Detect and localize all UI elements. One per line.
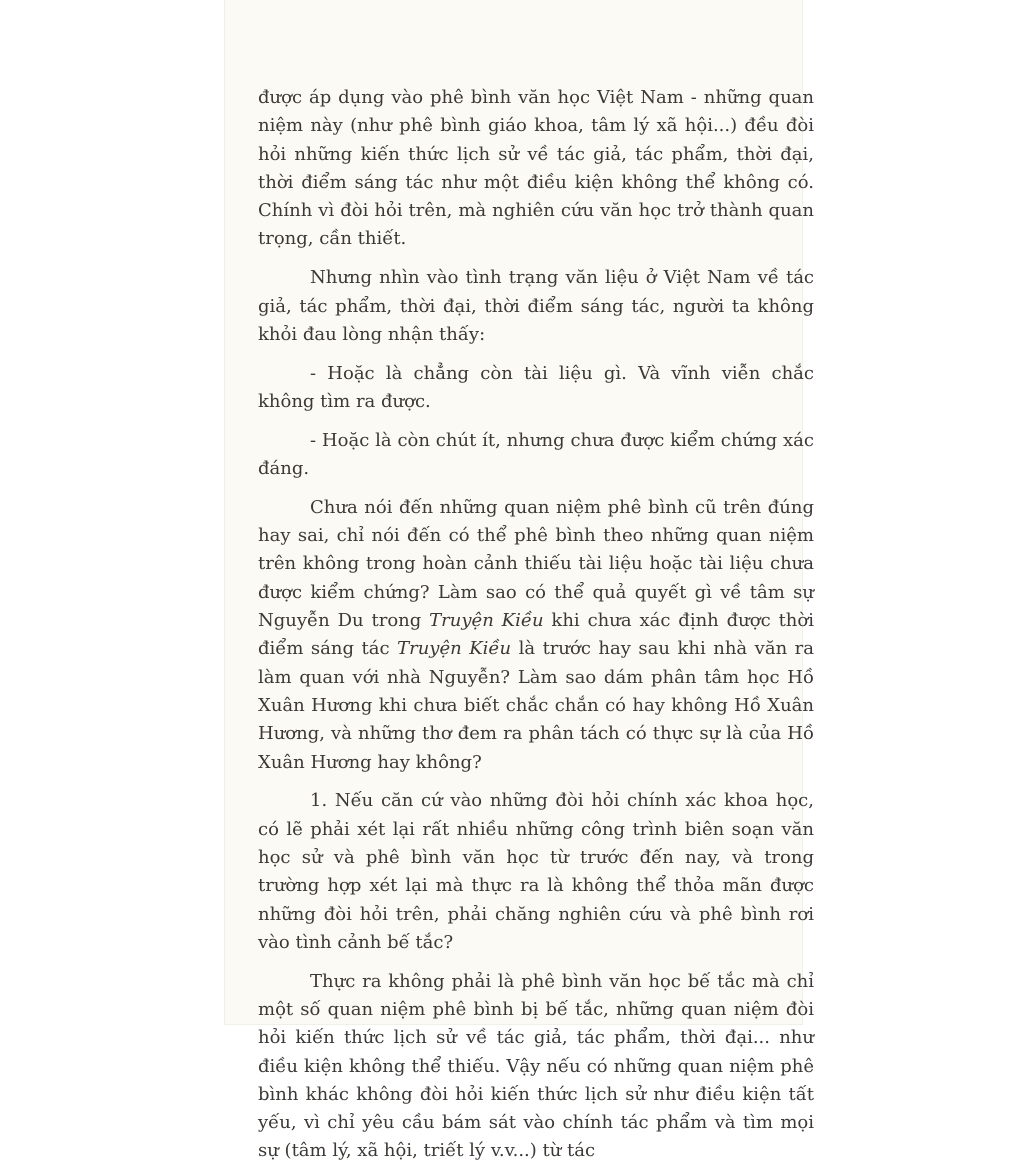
italic-title-text: Truyện Kiều [397,638,512,660]
paragraph [258,427,814,484]
paragraph-text: khi chưa xác định được thời điểm sáng tác [258,610,814,660]
paragraph [258,84,814,254]
paragraph-text: 1. Nếu căn cứ vào những đòi hỏi chính xác khoa học, có lẽ phải xét lại rất nhiều những công trình biên soạn văn học sử và phê bình văn học từ trước đến nay, và trong trường hợp xét lại mà thực ra là không thể thỏa mãn được những đòi hỏi trên, phải chăng nghiên cứu và phê bình rơi vào tình cảnh bế tắc? [258,790,814,953]
paragraph-text: Thực ra không phải là phê bình văn học bế tắc mà chỉ một số quan niệm phê bình bị bế tắc, những quan niệm đòi hỏi kiến thức lịch sử về tác giả, tác phẩm, thời đại... như điều kiện không thể thiếu. Vậy nếu có những quan niệm phê bình khác không đòi hỏi kiến thức lịch sử như điều kiện tất yếu, vì chỉ yêu cầu bám sát vào chính tác phẩm và tìm mọi sự (tâm lý, xã hội, triết lý v.v...) từ tác [258,970,814,1162]
paragraph-text: Chưa nói đến những quan niệm phê bình cũ trên đúng hay sai, chỉ nói đến có thể phê bình theo những quan niệm trên không trong hoàn cảnh thiếu tài liệu hoặc tài liệu chưa được kiểm chứng? Làm sao có thể quả quyết gì về tâm sự Nguyễn Du trong [258,496,814,632]
paragraph [258,494,814,777]
paragraph [258,968,814,1166]
paragraph [258,264,814,349]
paragraph [258,787,814,957]
page-body-text [258,84,814,1176]
paragraph [258,360,814,417]
italic-title-text: Truyện Kiều [429,610,544,632]
paragraph-text: được áp dụng vào phê bình văn học Việt Nam - những quan niệm này (như phê bình giáo khoa, tâm lý xã hội...) đều đòi hỏi những kiến thức lịch sử về tác giả, tác phẩm, thời đại, thời điểm sáng tác như một điều kiện không thể không có. Chính vì đòi hỏi trên, mà nghiên cứu văn học trở thành quan trọng, cần thiết. [258,87,814,250]
paragraph-text: Nhưng nhìn vào tình trạng văn liệu ở Việt Nam về tác giả, tác phẩm, thời đại, thời điểm sáng tác, người ta không khỏi đau lòng nhận thấy: [258,267,814,345]
paragraph-text: là trước hay sau khi nhà văn ra làm quan với nhà Nguyễn? Làm sao dám phân tâm học Hồ Xuân Hương khi chưa biết chắc chắn có hay không Hồ Xuân Hương, và những thơ đem ra phân tách có thực sự là của Hồ Xuân Hương hay không? [258,638,815,773]
paragraph-text: - Hoặc là chẳng còn tài liệu gì. Và vĩnh viễn chắc không tìm ra được. [258,362,814,412]
paragraph-text: - Hoặc là còn chút ít, nhưng chưa được kiểm chứng xác đáng. [258,429,814,480]
